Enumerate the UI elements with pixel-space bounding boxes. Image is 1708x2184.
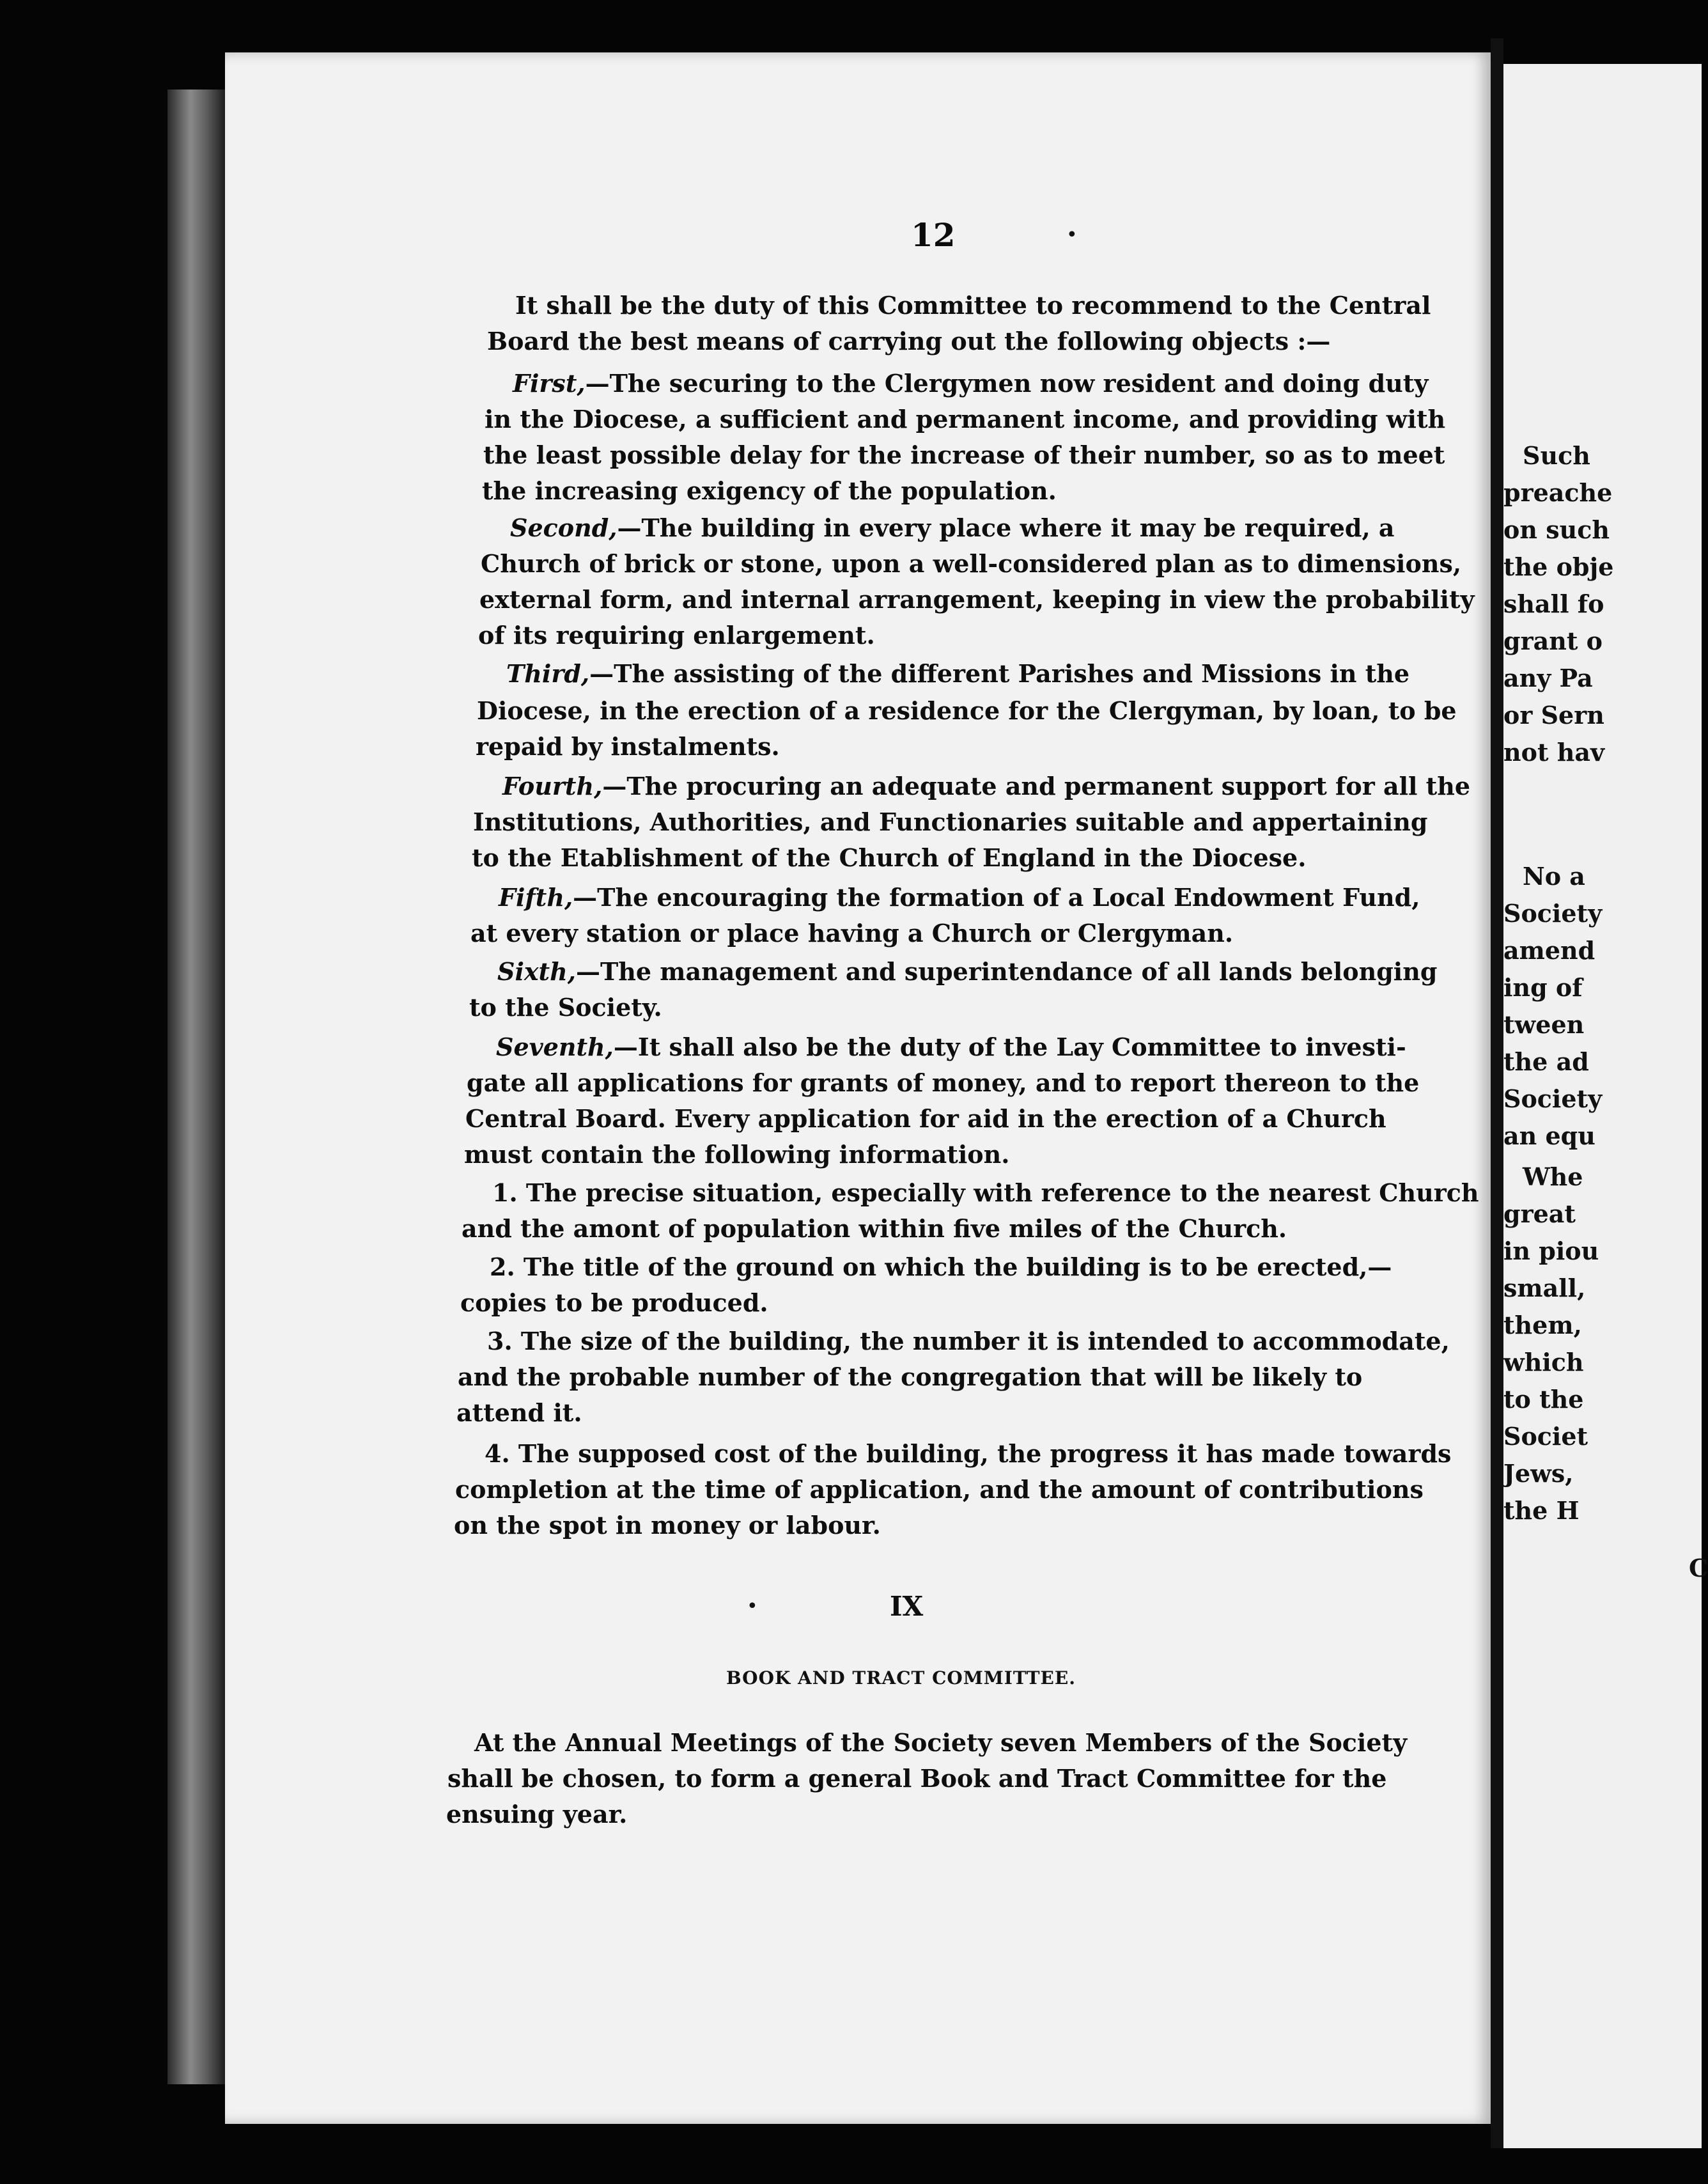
facing-page-line: Jews, — [1503, 1459, 1574, 1488]
object-fourth-line: to the Etablishment of the Church of England in the Diocese. — [472, 843, 1307, 872]
facing-page-line: Society — [1503, 1084, 1603, 1113]
requirement-line: 3. The size of the building, the number it is intended to accommodate, — [487, 1327, 1450, 1355]
facing-page-line: shall fo — [1503, 589, 1604, 618]
facing-page-line: grant o — [1503, 627, 1603, 655]
requirement-line: copies to be produced. — [460, 1288, 768, 1317]
object-seventh-line: Seventh,—It shall also be the duty of the Lay Committee to investi- — [496, 1033, 1406, 1061]
facing-page-line: any Pa — [1503, 664, 1593, 692]
intro-line: It shall be the duty of this Committee to recommend to the Central — [515, 291, 1431, 320]
facing-page-line: which — [1503, 1348, 1584, 1377]
requirement-line: 1. The precise situation, especially with reference to the nearest Church — [492, 1178, 1479, 1207]
ordinal-first: First, — [513, 369, 586, 398]
object-first-line: the least possible delay for the increase of their number, so as to meet — [483, 441, 1445, 469]
object-fifth-line: Fifth,—The encouraging the formation of a Local Endowment Fund, — [499, 883, 1420, 912]
requirement-line: and the probable number of the congregation that will be likely to — [458, 1362, 1363, 1391]
object-fourth-line: Institutions, Authorities, and Functionaries suitable and appertaining — [473, 807, 1428, 836]
ordinal-sixth: Sixth, — [497, 957, 576, 986]
facing-page-line: preache — [1503, 478, 1613, 507]
ordinal-third: Third, — [506, 659, 590, 688]
requirement-line: 4. The supposed cost of the building, the progress it has made towards — [485, 1439, 1452, 1468]
section-number: IX — [890, 1591, 924, 1622]
requirement-line: and the amont of population within five miles of the Church. — [462, 1214, 1287, 1243]
object-second-line: Second,—The building in every place where it may be required, a — [510, 513, 1395, 542]
facing-page-line: great — [1503, 1199, 1576, 1228]
facing-page-line: the H — [1503, 1496, 1580, 1525]
facing-page-line: Societ — [1503, 1422, 1588, 1451]
ordinal-second: Second, — [510, 513, 617, 542]
facing-page-line: small, — [1503, 1274, 1586, 1302]
intro-line: Board the best means of carrying out the following objects :— — [487, 327, 1331, 355]
requirement-line: on the spot in money or labour. — [454, 1511, 881, 1540]
facing-page-line: in piou — [1503, 1236, 1599, 1265]
object-first-line: in the Diocese, a sufficient and permanent income, and providing with — [485, 405, 1446, 433]
facing-page — [1503, 64, 1708, 2148]
object-second-line: Church of brick or stone, upon a well-considered plan as to dimensions, — [481, 549, 1462, 578]
requirement-line: attend it. — [456, 1398, 582, 1427]
ordinal-fifth: Fifth, — [499, 883, 573, 912]
facing-page-line: Whe — [1523, 1162, 1583, 1191]
section-body-line: At the Annual Meetings of the Society seven Members of the Society — [474, 1728, 1408, 1757]
facing-page-line: an equ — [1503, 1121, 1595, 1150]
facing-page-line: the ad — [1503, 1047, 1589, 1076]
page-number: 12 — [911, 216, 956, 254]
object-sixth-line: to the Society. — [469, 993, 662, 1022]
book-binding-edge — [167, 90, 225, 2084]
object-seventh-line: Central Board. Every application for aid in the erection of a Church — [465, 1104, 1386, 1133]
print-speck: • — [747, 1595, 758, 1618]
facing-page-line: them, — [1503, 1311, 1582, 1339]
facing-page-line: tween — [1503, 1010, 1585, 1039]
ordinal-seventh: Seventh, — [496, 1033, 614, 1061]
object-first-line: First,—The securing to the Clergymen now resident and doing duty — [513, 369, 1429, 398]
facing-page-line: Such — [1523, 441, 1590, 470]
object-third-line: Third,—The assisting of the different Parishes and Missions in the — [506, 659, 1410, 688]
facing-page-line: ing of — [1503, 973, 1583, 1002]
object-third-line: Diocese, in the erection of a residence for the Clergyman, by loan, to be — [477, 696, 1457, 725]
requirement-line: completion at the time of application, and the amount of contributions — [455, 1475, 1424, 1504]
section-body-line: ensuing year. — [446, 1800, 628, 1829]
facing-page-line: on such — [1503, 515, 1610, 544]
ordinal-fourth: Fourth, — [502, 772, 603, 800]
facing-page-line: C — [1689, 1554, 1708, 1582]
object-third-line: repaid by instalments. — [476, 732, 780, 761]
print-speck: • — [1066, 224, 1078, 246]
object-sixth-line: Sixth,—The management and superintendance of all lands belonging — [497, 957, 1438, 986]
object-fourth-line: Fourth,—The procuring an adequate and permanent support for all the — [502, 772, 1471, 800]
facing-page-line: the obje — [1503, 552, 1614, 581]
facing-page-line: amend — [1503, 936, 1595, 965]
facing-page-line: No a — [1523, 862, 1585, 891]
section-heading: BOOK AND TRACT COMMITTEE. — [726, 1667, 1076, 1689]
facing-page-line: not hav — [1503, 738, 1605, 767]
page-gutter — [1491, 38, 1503, 2148]
object-second-line: external form, and internal arrangement, keeping in view the probability — [479, 585, 1475, 614]
requirement-line: 2. The title of the ground on which the building is to be erected,— — [490, 1252, 1392, 1281]
object-first-line: the increasing exigency of the population. — [482, 476, 1057, 505]
object-seventh-line: must contain the following information. — [464, 1140, 1010, 1169]
facing-page-line: or Sern — [1503, 701, 1604, 729]
object-second-line: of its requiring enlargement. — [478, 621, 875, 650]
section-body-line: shall be chosen, to form a general Book and Tract Committee for the — [447, 1764, 1387, 1793]
facing-page-line: Society — [1503, 899, 1603, 928]
facing-page-line: to the — [1503, 1385, 1584, 1414]
object-fifth-line: at every station or place having a Church or Clergyman. — [470, 919, 1234, 948]
object-seventh-line: gate all applications for grants of money, and to report thereon to the — [467, 1068, 1420, 1097]
